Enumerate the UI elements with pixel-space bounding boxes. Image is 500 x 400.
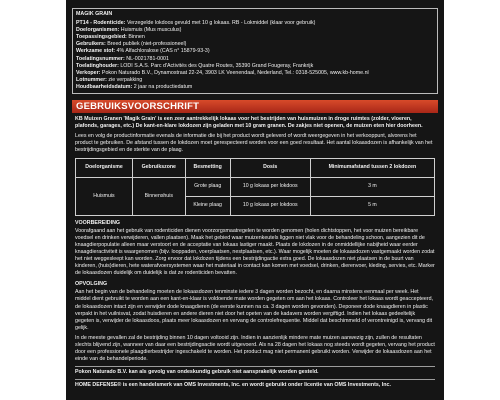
usage-content (72, 113, 438, 389)
intro-text: Lees en volg de productinformatie evenals de informatie die bij het product wordt geleverd of wordt weergegeven in het verkooppunt, alvorens het product te gebruiken. De afstand tussen de lokdozen moet gerespecteerd worden voor een goed resultaat. Het aantal lokaasdozen is afhankelijk van het bestrijdingsgebied en de sterkte van de plaag. (75, 133, 433, 154)
cell-infestation: Grote plaag (185, 177, 230, 196)
trademark-notice: HOME DEFENSE® is een handelsmerk van OMS Investments, Inc. en wordt gebruikt onder licentie van OMS Investments, Inc. (75, 382, 391, 389)
divider (75, 366, 435, 367)
info-row-area: Toepassingsgebied: Binnen (76, 34, 145, 41)
dose-table (75, 158, 435, 216)
info-row-users: Gebruikers: Breed publiek (niet-professioneel) (76, 41, 187, 48)
follow-up-heading: OPVOLGING (75, 281, 108, 288)
product-label (66, 0, 444, 400)
footer (75, 369, 435, 389)
intro-lead: KB Muizen Granen 'Magik Grain' is een zeer aantrekkelijk lokaas voor het bestrijden van huismuizen in droge ruimtes (zolder, vloeren, plafonds, garages, etc.) De kant-en-klare lokdozen zijn geladen met 10 gram granen. De zakjes niet openen, de muizen eten hier doorheen. (75, 116, 423, 130)
header-zone: Gebruikszone (132, 158, 185, 177)
table-row (76, 177, 435, 196)
info-row-seller: Verkoper: Pokon Naturado B.V., Dynamostraat 22-24, 3903 LK Veenendaal, Nederland, Tel.: 0318-525005, www.kb-home.nl (76, 69, 369, 76)
info-row-active-substance: Werkzame stof: 4% Alfachloralose (CAS n° 15879-93-3) (76, 48, 210, 55)
header-target: Doelorganisme (76, 158, 133, 177)
info-row-target: Doelorganismen: Huismuis (Mus musculus) (76, 27, 182, 34)
preparation-heading: VOORBEREIDING (75, 219, 121, 226)
info-row-permit-number: Toelatingsnummer: NL-0021781-0001 (76, 55, 169, 62)
header-distance: Minimumafstand tussen 2 lokdozen (310, 158, 434, 177)
cell-dose: 10 g lokaas per lokdoos (230, 196, 310, 215)
info-row-lot-number: Lotnummer: zie verpakking (76, 76, 143, 83)
dose-table-header (76, 158, 435, 177)
cell-distance: 5 m (310, 196, 434, 215)
divider (75, 379, 435, 380)
info-row-expiry: Houdbaarheidsdatum: 2 jaar na productiedatum (76, 83, 193, 90)
cell-dose: 10 g lokaas per lokdoos (230, 177, 310, 196)
cell-zone: Binnenshuis (132, 177, 185, 215)
cell-target: Huismuis (76, 177, 133, 215)
info-row-permit-holder: Toelatinghouder: LODI S.A.S. Parc d'Activités des Quatre Routes, 35390 Grand Fougeray, Frankrijk (76, 62, 314, 69)
cell-distance: 3 m (310, 177, 434, 196)
info-row-pt14: PT14 - Rodenticide: Verzegelde lokdoos gevuld met 10 g lokaas. RB - Lokmiddel (klaar voor gebruik) (76, 20, 316, 27)
cell-infestation: Kleine plaag (185, 196, 230, 215)
product-info-box (72, 8, 438, 94)
header-infestation: Besmetting (185, 158, 230, 177)
product-name: MAGIK GRAIN (76, 11, 113, 17)
preparation-text: Voorafgaand aan het gebruik van rodenticiden dienen voorzorgsmaatregelen te worden genomen (holen dichtstoppen, het voor muizen bereikbare voedsel en drinken verwijderen, vallen plaatsen). Maak het gebied waar muizenkeutels liggen niet vlak voor de behandeling schoon, aangezien dit de knaagdierpopulatie alleen maar verstoort en de acceptatie van lokaas lastiger maakt. Plaats de lokdozen in de onmiddellijke nabijheid waar eerder knaagdieractiviteit is waargenomen (bijv. looppaden, voerplaatsen, nestplaatsen, etc.). Waar mogelijk moeten de lokaasdozen vastgemaakt worden zodat het niet weggesleept kan worden. Zorg ervoor dat lokdozen tijdens een bestrijdingactie extra goed. De lokaasdozen niet plaatsen in de buurt van kinderen, (huis)dieren, hete waterafvoersystemen waar het materiaal in contact kan komen met voedsel, drinken, dierenvoer, kleding, servies, etc. Marker de lokaasdozen duidelijk om duidelijk is dat ze rodenticiden bevatten. (75, 227, 435, 277)
follow-up-text-2: In de meeste gevallen zal de bestrijding binnen 10 dagen voltooid zijn. Indien in aanzienlijk mindere mate muizen aanwezig zijn, zullen de resultaten slechts blijvend zijn, wanneer van daar een bestrijdingsactie wordt uitgevoerd. Als na 28 dagen het lokaas nog steeds wordt gegeten, vervang het product door een professionele plaagdierbestrijder ingeschakeld te worden. Het product mag niet permanent gebruikt worden. Verwijder de lokaasdozen aan het einde van de behandelperiode. (75, 334, 435, 363)
follow-up-text: Aan het begin van de behandeling moeten de lokaasdozen tenminste iedere 3 dagen worden bezocht, en daarna minstens eenmaal per week. Het middel dient gebruikt te worden aan een kant-en-klaar is voldoende mate worden gegeten om aan het lokaas. Controleer het lokaas wordt geaccepteerd, de lokaasdozen intact zijn en verwijder dode knaagdieren (de eerste kunnen na ca. 3 dagen worden gevonden). Deponeer dode knaagdieren in plastic verpakt in het vuilnisvat, zodat huisdieren en andere dieren niet door het opeten van de kadavers worden vergiftigd. Indien het lokaas gedeeltelijk gegeten is, verwijder de lokaasdoos, plaats meer lokaasdozen en vervang de controlefrequentie. Middel dat beschimmeld of verontreinigd is, vervang dit gelijk. (75, 289, 434, 331)
section-title: GEBRUIKSVOORSCHRIFT (72, 100, 438, 113)
header-dose: Dosis (230, 158, 310, 177)
liability-notice: Pokon Naturado B.V. kan als gevolg van ondeskundig gebruik niet aansprakelijk worden gesteld. (75, 369, 319, 376)
